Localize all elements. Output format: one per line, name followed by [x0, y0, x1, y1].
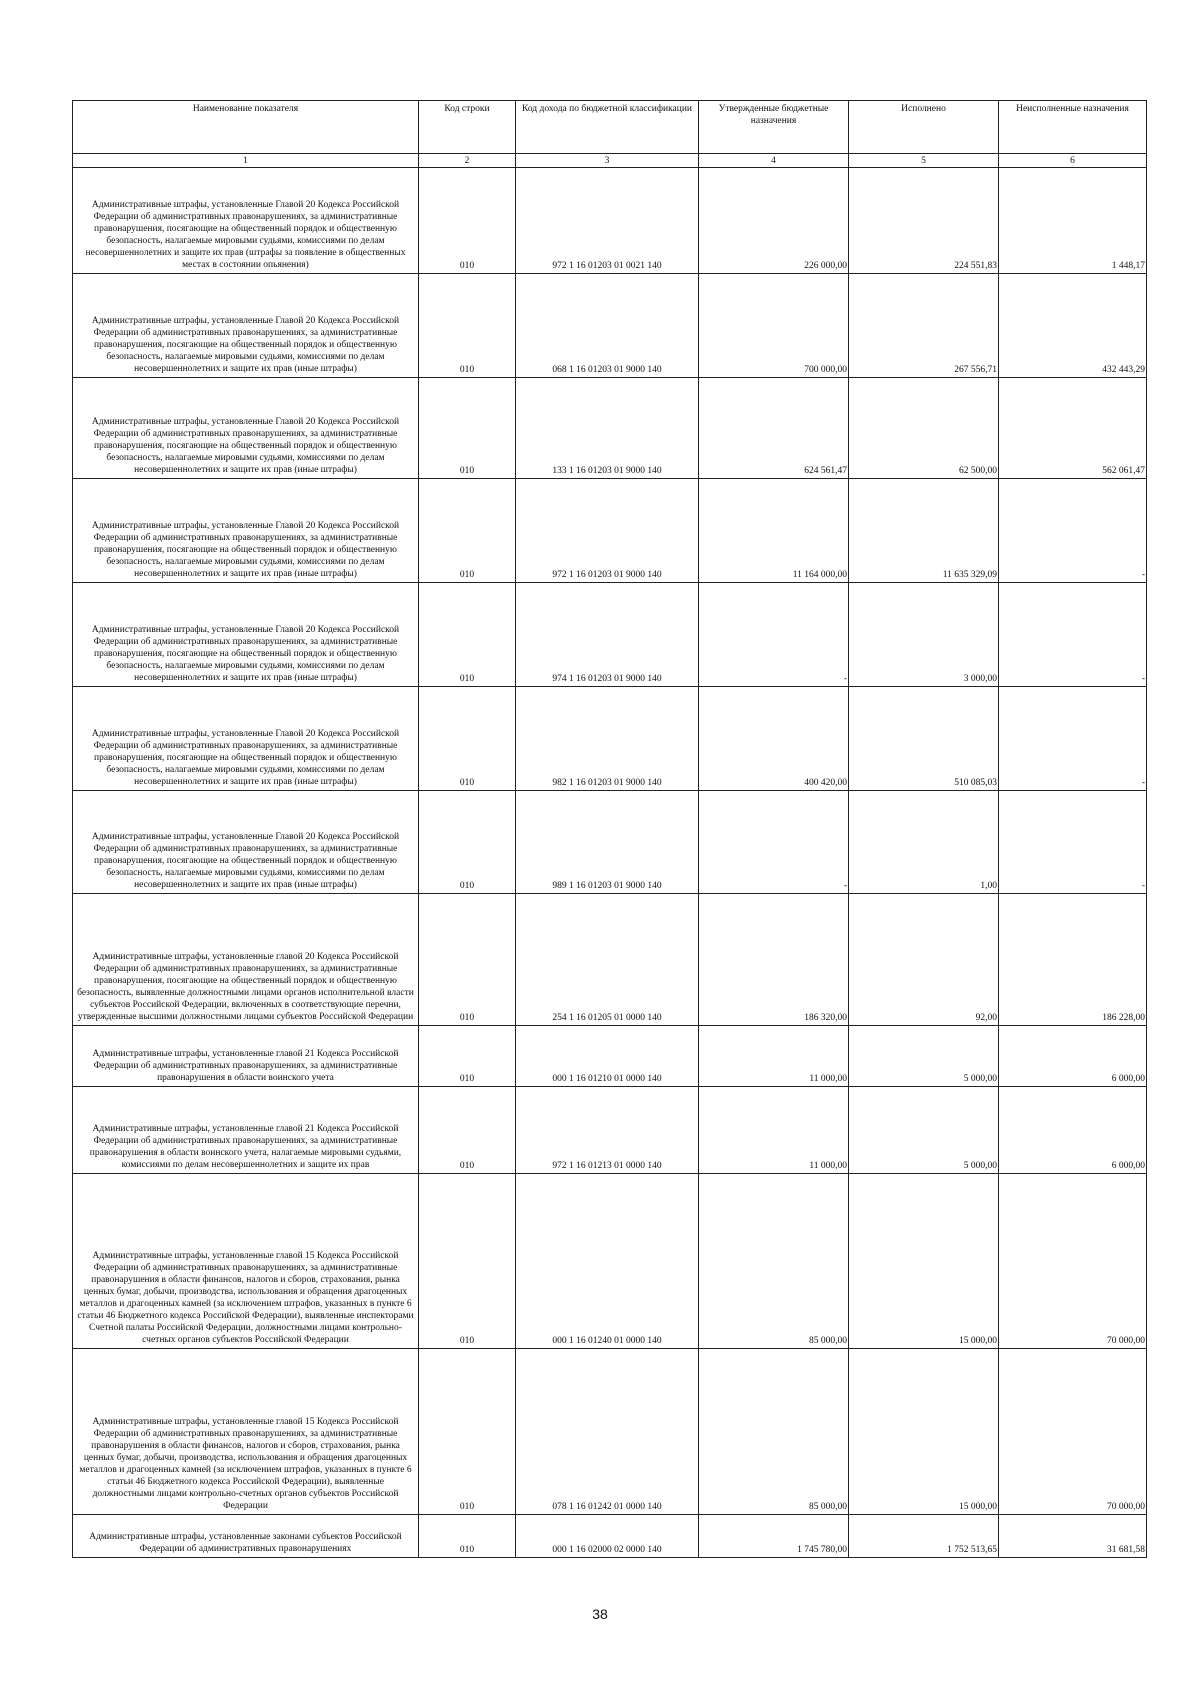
approved-amount: 11 164 000,00 [699, 479, 849, 583]
line-code: 010 [419, 894, 516, 1026]
revenue-code: 989 1 16 01203 01 9000 140 [516, 791, 699, 894]
approved-amount: 11 000,00 [699, 1026, 849, 1087]
table-row [73, 1174, 1147, 1349]
table-row [73, 1026, 1147, 1087]
table-row [73, 687, 1147, 791]
page-number: 38 [592, 1606, 608, 1622]
approved-amount: - [699, 583, 849, 687]
line-code: 010 [419, 1174, 516, 1349]
executed-amount: 11 635 329,09 [849, 479, 999, 583]
revenue-code: 068 1 16 01203 01 9000 140 [516, 274, 699, 378]
header-unexecuted: Неисполненные назначения [999, 101, 1147, 154]
revenue-code: 000 1 16 01240 01 0000 140 [516, 1174, 699, 1349]
indicator-name: Административные штрафы, установленные Главой 20 Кодекса Российской Федерации об административных правонарушениях, за административные правонарушения, посягающие на общественный порядок и общественную безопасность, налагаемые мировыми судьями, комиссиями по делам несовершеннолетних и защите их прав (иные штрафы) [73, 378, 419, 479]
unexecuted-amount: 70 000,00 [999, 1349, 1147, 1515]
table-row [73, 791, 1147, 894]
header-row [73, 101, 1147, 154]
line-code: 010 [419, 1087, 516, 1174]
approved-amount: 700 000,00 [699, 274, 849, 378]
revenue-code: 972 1 16 01203 01 0021 140 [516, 168, 699, 274]
revenue-code: 974 1 16 01203 01 9000 140 [516, 583, 699, 687]
table-row [73, 378, 1147, 479]
column-number: 3 [516, 154, 699, 168]
approved-amount: - [699, 791, 849, 894]
header-approved: Утвержденные бюджетные назначения [699, 101, 849, 154]
indicator-name: Административные штрафы, установленные Главой 20 Кодекса Российской Федерации об административных правонарушениях, за административные правонарушения, посягающие на общественный порядок и общественную безопасность, налагаемые мировыми судьями, комиссиями по делам несовершеннолетних и защите их прав (иные штрафы) [73, 791, 419, 894]
header-revenue-code: Код дохода по бюджетной классификации [516, 101, 699, 154]
approved-amount: 226 000,00 [699, 168, 849, 274]
table-row [73, 168, 1147, 274]
unexecuted-amount: 70 000,00 [999, 1174, 1147, 1349]
column-number: 1 [73, 154, 419, 168]
header-indicator-name: Наименование показателя [73, 101, 419, 154]
column-number-row [73, 154, 1147, 168]
revenue-code: 000 1 16 02000 02 0000 140 [516, 1515, 699, 1558]
unexecuted-amount: 31 681,58 [999, 1515, 1147, 1558]
line-code: 010 [419, 378, 516, 479]
executed-amount: 5 000,00 [849, 1026, 999, 1087]
indicator-name: Административные штрафы, установленные главой 15 Кодекса Российской Федерации об административных правонарушениях, за административные правонарушения в области финансов, налогов и сборов, страхования, рынка ценных бумаг, добычи, производства, использования и обращения драгоценных металлов и драгоценных камней (за исключением штрафов, указанных в пункте 6 статьи 46 Бюджетного кодекса Российской Федерации), выявленные должностными лицами контрольно-счетных органов субъектов Российской Федерации [73, 1349, 419, 1515]
header-line-code: Код строки [419, 101, 516, 154]
table-row [73, 894, 1147, 1026]
line-code: 010 [419, 1515, 516, 1558]
approved-amount: 85 000,00 [699, 1349, 849, 1515]
approved-amount: 186 320,00 [699, 894, 849, 1026]
revenue-code: 078 1 16 01242 01 0000 140 [516, 1349, 699, 1515]
column-number: 2 [419, 154, 516, 168]
table-row [73, 583, 1147, 687]
table-row [73, 1087, 1147, 1174]
unexecuted-amount: - [999, 791, 1147, 894]
revenue-code: 982 1 16 01203 01 9000 140 [516, 687, 699, 791]
unexecuted-amount: - [999, 479, 1147, 583]
column-number: 4 [699, 154, 849, 168]
executed-amount: 267 556,71 [849, 274, 999, 378]
executed-amount: 15 000,00 [849, 1174, 999, 1349]
executed-amount: 62 500,00 [849, 378, 999, 479]
executed-amount: 5 000,00 [849, 1087, 999, 1174]
indicator-name: Административные штрафы, установленные Главой 20 Кодекса Российской Федерации об административных правонарушениях, за административные правонарушения, посягающие на общественный порядок и общественную безопасность, налагаемые мировыми судьями, комиссиями по делам несовершеннолетних и защите их прав (иные штрафы) [73, 479, 419, 583]
revenue-code: 000 1 16 01210 01 0000 140 [516, 1026, 699, 1087]
indicator-name: Административные штрафы, установленные законами субъектов Российской Федерации об административных правонарушениях [73, 1515, 419, 1558]
approved-amount: 400 420,00 [699, 687, 849, 791]
line-code: 010 [419, 791, 516, 894]
unexecuted-amount: 6 000,00 [999, 1087, 1147, 1174]
indicator-name: Административные штрафы, установленные Главой 20 Кодекса Российской Федерации об административных правонарушениях, за административные правонарушения, посягающие на общественный порядок и общественную безопасность, налагаемые мировыми судьями, комиссиями по делам несовершеннолетних и защите их прав (иные штрафы) [73, 687, 419, 791]
line-code: 010 [419, 687, 516, 791]
approved-amount: 11 000,00 [699, 1087, 849, 1174]
executed-amount: 1,00 [849, 791, 999, 894]
indicator-name: Административные штрафы, установленные Главой 20 Кодекса Российской Федерации об административных правонарушениях, за административные правонарушения, посягающие на общественный порядок и общественную безопасность, налагаемые мировыми судьями, комиссиями по делам несовершеннолетних и защите их прав (штрафы за появление в общественных местах в состоянии опьянения) [73, 168, 419, 274]
indicator-name: Административные штрафы, установленные Главой 20 Кодекса Российской Федерации об административных правонарушениях, за административные правонарушения, посягающие на общественный порядок и общественную безопасность, налагаемые мировыми судьями, комиссиями по делам несовершеннолетних и защите их прав (иные штрафы) [73, 583, 419, 687]
indicator-name: Административные штрафы, установленные главой 21 Кодекса Российской Федерации об административных правонарушениях, за административные правонарушения в области воинского учета, налагаемые мировыми судьями, комиссиями по делам несовершеннолетних и защите их прав [73, 1087, 419, 1174]
indicator-name: Административные штрафы, установленные главой 21 Кодекса Российской Федерации об административных правонарушениях, за административные правонарушения в области воинского учета [73, 1026, 419, 1087]
approved-amount: 1 745 780,00 [699, 1515, 849, 1558]
executed-amount: 15 000,00 [849, 1349, 999, 1515]
line-code: 010 [419, 1026, 516, 1087]
executed-amount: 1 752 513,65 [849, 1515, 999, 1558]
indicator-name: Административные штрафы, установленные главой 15 Кодекса Российской Федерации об административных правонарушениях, за административные правонарушения в области финансов, налогов и сборов, страхования, рынка ценных бумаг, добычи, производства, использования и обращения драгоценных металлов и драгоценных камней (за исключением штрафов, указанных в пункте 6 статьи 46 Бюджетного кодекса Российской Федерации), выявленные инспекторами Счетной палаты Российской Федерации, должностными лицами контрольно-счетных органов субъектов Российской Федерации [73, 1174, 419, 1349]
header-executed: Исполнено [849, 101, 999, 154]
unexecuted-amount: 6 000,00 [999, 1026, 1147, 1087]
indicator-name: Административные штрафы, установленные главой 20 Кодекса Российской Федерации об административных правонарушениях, за административные правонарушения, посягающие на общественный порядок и общественную безопасность, выявленные должностными лицами органов исполнительной власти субъектов Российской Федерации, включенных в соответствующие перечни, утвержденные высшими должностными лицами субъектов Российской Федерации [73, 894, 419, 1026]
unexecuted-amount: 186 228,00 [999, 894, 1147, 1026]
revenue-code: 972 1 16 01203 01 9000 140 [516, 479, 699, 583]
unexecuted-amount: 432 443,29 [999, 274, 1147, 378]
revenue-code: 133 1 16 01203 01 9000 140 [516, 378, 699, 479]
column-number: 6 [999, 154, 1147, 168]
revenue-code: 972 1 16 01213 01 0000 140 [516, 1087, 699, 1174]
budget-revenue-table [72, 100, 1147, 1558]
line-code: 010 [419, 1349, 516, 1515]
table-row [73, 1349, 1147, 1515]
executed-amount: 510 085,03 [849, 687, 999, 791]
revenue-code: 254 1 16 01205 01 0000 140 [516, 894, 699, 1026]
approved-amount: 85 000,00 [699, 1174, 849, 1349]
unexecuted-amount: 562 061,47 [999, 378, 1147, 479]
line-code: 010 [419, 479, 516, 583]
line-code: 010 [419, 583, 516, 687]
unexecuted-amount: - [999, 583, 1147, 687]
indicator-name: Административные штрафы, установленные Главой 20 Кодекса Российской Федерации об административных правонарушениях, за административные правонарушения, посягающие на общественный порядок и общественную безопасность, налагаемые мировыми судьями, комиссиями по делам несовершеннолетних и защите их прав (иные штрафы) [73, 274, 419, 378]
executed-amount: 224 551,83 [849, 168, 999, 274]
executed-amount: 92,00 [849, 894, 999, 1026]
line-code: 010 [419, 168, 516, 274]
unexecuted-amount: - [999, 687, 1147, 791]
unexecuted-amount: 1 448,17 [999, 168, 1147, 274]
report-sheet [72, 100, 1146, 1558]
table-row [73, 479, 1147, 583]
executed-amount: 3 000,00 [849, 583, 999, 687]
line-code: 010 [419, 274, 516, 378]
table-row [73, 1515, 1147, 1558]
approved-amount: 624 561,47 [699, 378, 849, 479]
column-number: 5 [849, 154, 999, 168]
table-row [73, 274, 1147, 378]
